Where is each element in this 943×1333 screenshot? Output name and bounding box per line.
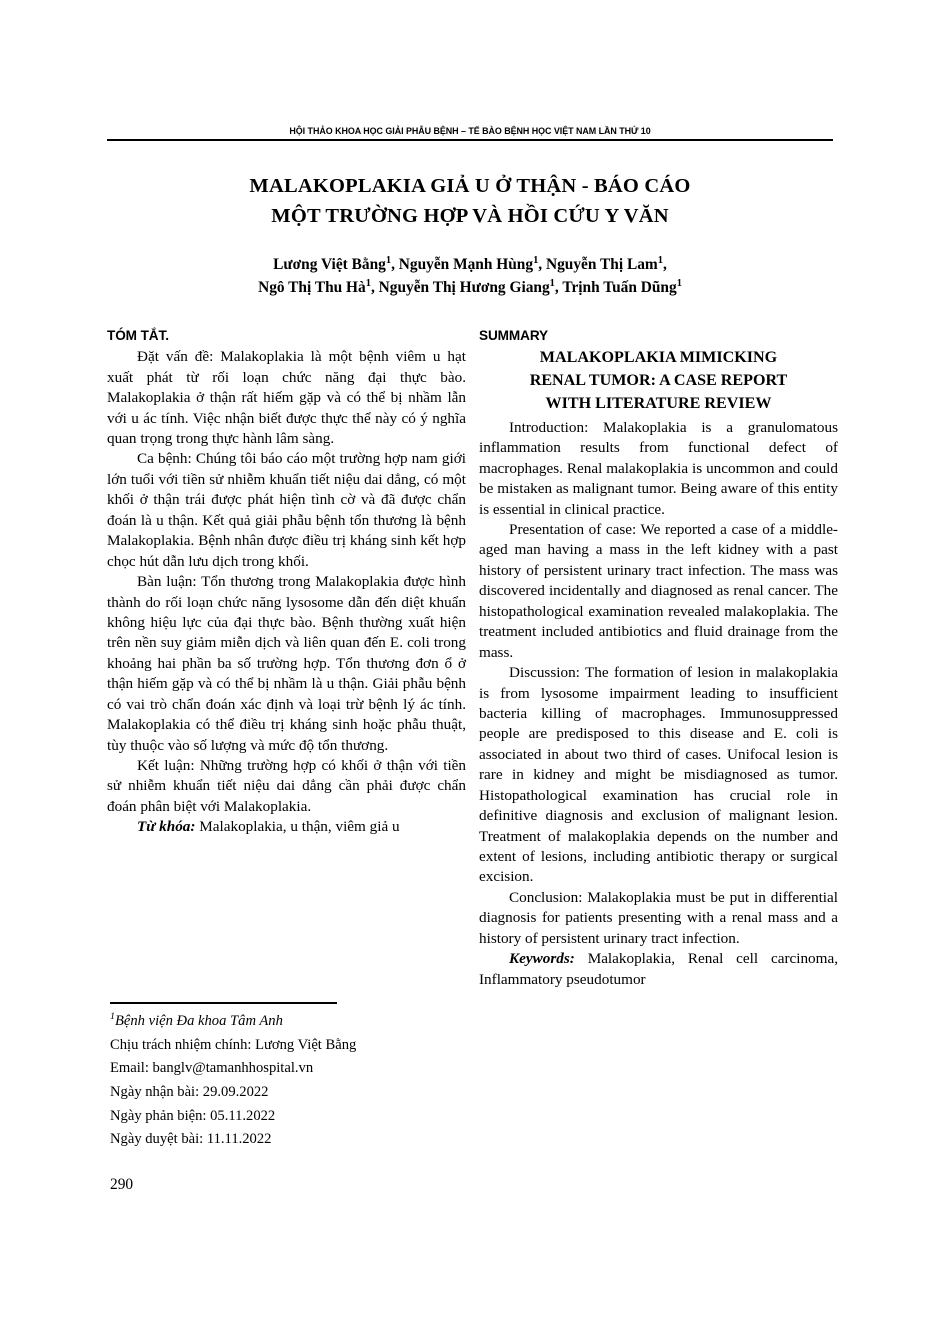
footnote-accepted-date: Ngày duyệt bài: 11.11.2022 [110, 1131, 272, 1148]
affiliation-marker: 1 [533, 254, 539, 266]
summary-paragraph-en: Presentation of case: We reported a case of a middle-aged man having a mass in the left kidney with a past history of persistent urinary tract infection. The mass was discovered incidentally and diagnosed as renal cancer. The histopathological examination revealed malakoplakia. The treatment included antibiotics and fluid drainage from the mass. [479, 521, 838, 661]
english-title-line-1: MALAKOPLAKIA MIMICKING [539, 349, 778, 367]
article-title-line-2: MỘT TRƯỜNG HỢP VÀ HỒI CỨU Y VĂN [271, 204, 669, 227]
affiliation-marker: 1 [385, 254, 392, 266]
footnote-rule [110, 1002, 337, 1004]
footnote-affiliation [110, 1010, 465, 1034]
affiliation-marker: 1 [676, 278, 682, 290]
article-title-line-1: MALAKOPLAKIA GIẢ U Ở THẬN - BÁO CÁO [249, 175, 691, 197]
summary-paragraph-en: Introduction: Malakoplakia is a granulomatous inflammation results from functional defect of macrophages. Renal malakoplakia is uncommon and could be mistaken as malignant tumor. Being aware of this entity is essential in clinical practice. [479, 418, 838, 518]
footnote-corresponding-author: Chịu trách nhiệm chính: Lương Việt Bằng [110, 1036, 357, 1053]
abstract-paragraph-vi: Bàn luận: Tổn thương trong Malakoplakia được hình thành do rối loạn chức năng lysosome dẫn đến diệt khuẩn không hiệu lực của đại thực bào. Bệnh thường xuất hiện trên nền suy giảm miễn dịch và liên quan đến E. coli trong khoảng hai phần ba số trường hợp. Tổn thương đơn ổ ở thận hiếm gặp và có thể bị nhầm là u thận. Giải phẫu bệnh có vai trò chẩn đoán xác định và loại trừ bệnh lý ác tính. Malakoplakia có thể điều trị kháng sinh hoặc phẫu thuật, tùy thuộc vào số lượng và mức độ tổn thương. [107, 573, 466, 754]
running-head-text: HỘI THẢO KHOA HỌC GIẢI PHẪU BỆNH – TẾ BÀO BỆNH HỌC VIỆT NAM LẦN THỨ 10 [289, 126, 651, 136]
author-name: , Nguyễn Thị Hương Giang [370, 279, 550, 297]
abstract-paragraph-vi: Kết luận: Những trường hợp có khối ở thận với tiền sử nhiễm khuẩn tiết niệu dai dẳng cần phải được chẩn đoán phân biệt với Malakoplakia. [107, 757, 466, 815]
affiliation-text: Bệnh viện Đa khoa Tâm Anh [114, 1013, 283, 1029]
english-title-line-3: WITH LITERATURE REVIEW [545, 394, 772, 412]
author-name: Ngô Thị Thu Hà [258, 279, 366, 297]
abstract-column-vietnamese [107, 327, 466, 838]
author-list [107, 253, 833, 300]
article-title [107, 172, 833, 231]
author-name: , Nguyễn Thị Lam [538, 256, 658, 273]
author-name: , Trịnh Tuấn Dũng [554, 279, 677, 297]
footnote-review-date: Ngày phản biện: 05.11.2022 [110, 1107, 276, 1124]
running-head-block [107, 126, 833, 141]
author-name: , Nguyễn Mạnh Hùng [391, 256, 534, 273]
summary-paragraph-en: Conclusion: Malakoplakia must be put in differential diagnosis for patients presenting with a renal mass and a history of persistent urinary tract infection. [479, 888, 838, 947]
summary-paragraph-en: Discussion: The formation of lesion in malakoplakia is from lysosome impairment leading to insufficient bacteria killing of macrophages. Immunosuppressed people are predisposed to this disease and E. coli is associated in about two third of cases. Unifocal lesion is rare in kidney and might be misdiagnosed as tumor. Histopathological examination has crucial role in definitive diagnosis and exclusion of malignant lesion. Treatment of malakoplakia depends on the number and extent of lesions, including antibiotic therapy or surgical excision. [479, 664, 838, 886]
affiliation-marker: 1 [657, 254, 663, 266]
abstract-column-english [479, 327, 838, 990]
affiliation-marker: 1 [365, 278, 371, 290]
author-line-1 [107, 253, 833, 276]
header-rule [107, 139, 833, 141]
keywords-text-en: Malakoplakia, Renal cell carcinoma, Inflammatory pseudotumor [479, 950, 838, 988]
abstract-heading-vi: TÓM TẮT. [107, 328, 169, 343]
affiliation-marker: 1 [549, 278, 555, 290]
footnote-email: Email: banglv@tamanhhospital.vn [110, 1060, 314, 1077]
abstract-paragraph-vi: Ca bệnh: Chúng tôi báo cáo một trường hợp nam giới lớn tuổi với tiền sử nhiễm khuẩn tiết niệu dai dẳng, có một khối ở thận trái được phát hiện tình cờ và đã được chẩn đoán là u thận. Kết quả giải phẫu bệnh tổn thương là bệnh Malakoplakia. Bệnh nhân được điều trị kháng sinh kết hợp chọc hút dẫn lưu dịch trong khối. [107, 450, 466, 570]
summary-heading-en: SUMMARY [479, 328, 549, 343]
abstract-paragraph-vi: Đặt vấn đề: Malakoplakia là một bệnh viêm u hạt xuất phát từ rối loạn chức năng đại thực bào. Malakoplakia ở thận rất hiếm gặp và có thể bị nhầm lẫn với u ác tính. Việc nhận biết được thực thể này có ý nghĩa quan trọng trong thực hành lâm sàng. [107, 348, 466, 448]
page-number: 290 [110, 1176, 134, 1193]
keywords-label-vi: Từ khóa: [137, 818, 196, 836]
english-title [479, 347, 838, 416]
footnote-block [110, 1010, 465, 1152]
author-separator: , [662, 256, 667, 273]
author-name: Lương Việt Bằng [273, 256, 386, 273]
keywords-en [479, 949, 838, 990]
footnote-received-date: Ngày nhận bài: 29.09.2022 [110, 1083, 269, 1100]
affiliation-marker: 1 [110, 1011, 115, 1023]
keywords-label-en: Keywords: [509, 950, 575, 968]
english-title-line-2: RENAL TUMOR: A CASE REPORT [529, 372, 788, 390]
keywords-text-vi: Malakoplakia, u thận, viêm giả u [195, 818, 400, 836]
author-line-2 [107, 276, 833, 299]
keywords-vi [107, 817, 466, 837]
